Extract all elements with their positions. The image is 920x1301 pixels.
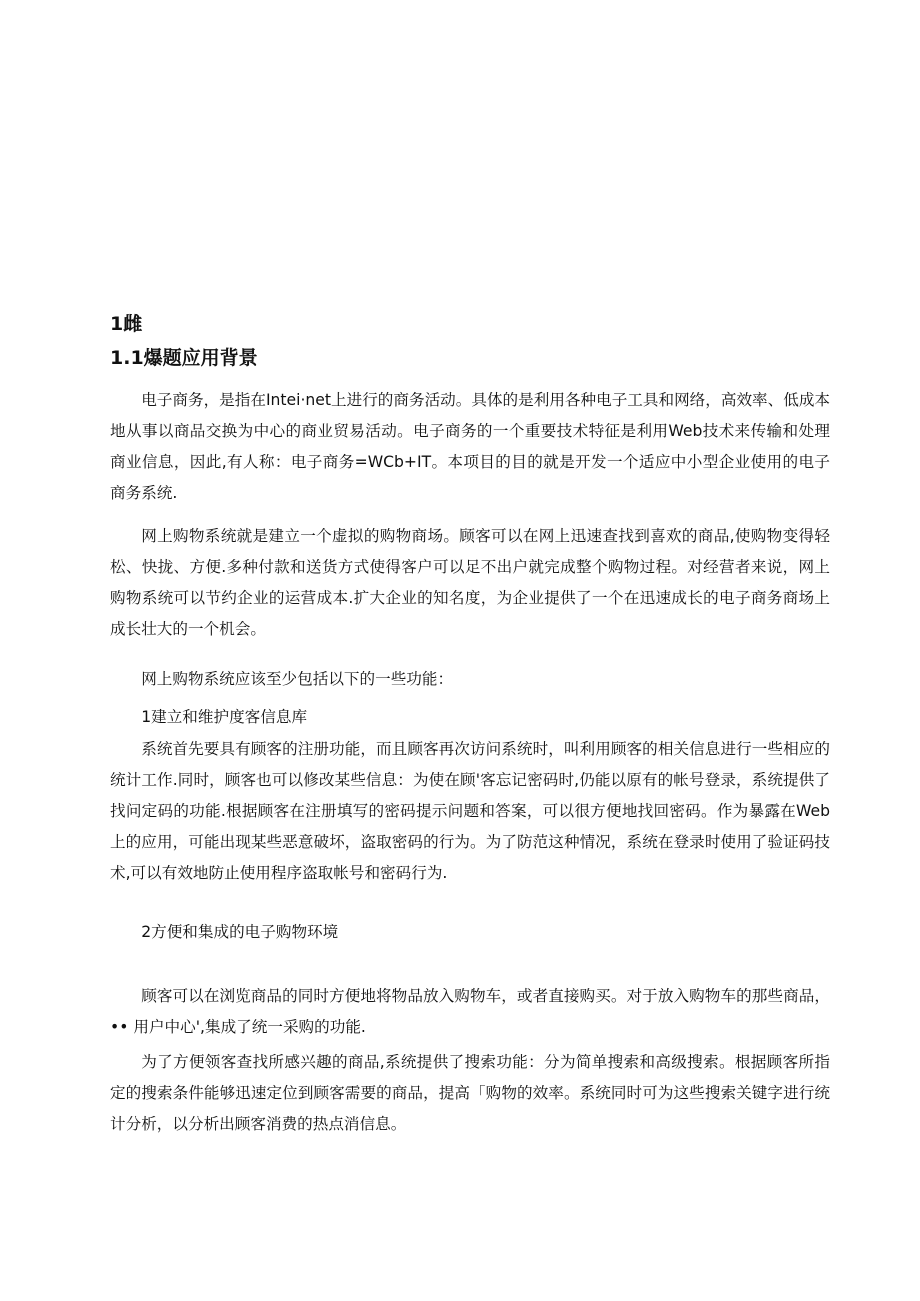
list-item-customer-database: 1建立和维护度客信息库 <box>141 708 308 726</box>
section-title: 1雌 <box>110 313 143 335</box>
list-item-shopping-environment: 2方便和集成的电子购物环境 <box>141 923 339 941</box>
paragraph-shopping-cart: 顾客可以在浏览商品的同时方便地将物品放入购物车，或者直接购买。对于放入购物车的那些商品，•• 用户中心',集成了统一采购的功能. <box>110 987 830 1036</box>
paragraph-online-shopping-system: 网上购物系统就是建立一个虚拟的购物商场。顾客可以在网上迅速查找到喜欢的商品,使购物变得轻松、快拢、方便.多种付款和送货方式使得客户可以足不出户就完成整个购物过程。对经营者来说，网上购物系统可以节约企业的运营成本.扩大企业的知名度，为企业提供了一个在迅速成长的电子商务商场上成长壮大的一个机会。 <box>110 527 830 638</box>
paragraph-ecommerce-definition: 电子商务，是指在Intei·net上进行的商务活动。具体的是利用各种电子工具和网络，高效率、低成本地从事以商品交换为中心的商业贸易活动。电子商务的一个重要技术特征是利用Web技术来传输和处理商业信息，因此,有人称：电子商务=WCb+IT。本项目的目的就是开发一个适应中小型企业使用的电子商务系统. <box>110 391 831 502</box>
subsection-title: 1.1爆题应用背景 <box>110 347 258 369</box>
paragraph-customer-registration: 系统首先要具有顾客的注册功能，而且顾客再次访问系统时，叫利用顾客的相关信息进行一些相应的统计工作.同时，顾客也可以修改某些信息：为使在顾'客忘记密码时,仍能以原有的帐号登录，系统提供了找问定码的功能.根据顾客在注册填写的密码提示问题和答案，可以很方便地找回密码。作为暴露在Web上的应用，可能出现某些恶意破坏，盗取密码的行为。为了防范这种情况，系统在登录时使用了验证码技术,可以有效地防止使用程序盗取帐号和密码行为. <box>110 740 830 882</box>
paragraph-search-function: 为了方便领客查找所感兴趣的商品,系统提供了搜索功能：分为简单搜索和高级搜索。根据顾客所指定的搜索条件能够迅速定位到顾客需要的商品，提高「购物的效率。系统同时可为这些搜索关键字进行统计分析，以分析出顾客消费的热点消信息。 <box>110 1053 830 1133</box>
paragraph-functions-intro: 网上购物系统应该至少包括以下的一些功能： <box>141 670 454 688</box>
